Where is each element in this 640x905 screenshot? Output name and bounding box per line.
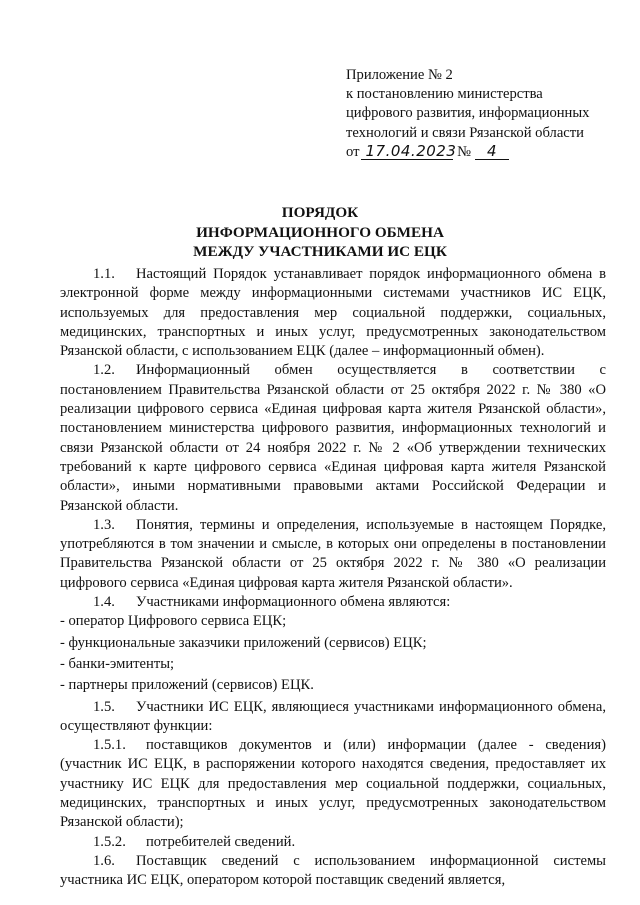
handwritten-date: 17.04.2023 [361, 143, 453, 160]
section-text: Понятия, термины и определения, используемые в настоящем Порядке, употребляются в том значении и смысле, в которых они определены в постановлении Правительства Рязанской области от 25 октября 2022 г. № 380 «О реализации цифрового сервиса «Единая цифровая карта жителя Рязанской области». [60, 516, 606, 591]
title-line: ПОРЯДОК [281, 204, 359, 221]
number-label: № [457, 143, 472, 160]
section-text: поставщиков документов и (или) информации (далее - сведения) (участник ИС ЕЦК, в распоряжении которого находятся сведения, предоставляет их участнику ИС ЕЦК для предоставления мер социальной поддержки, социальных, медицинских, транспортных и иных услуг, предусмотренных законодательством Рязанской области); [60, 737, 606, 831]
paragraph-1-3 [60, 516, 606, 593]
paragraph-1-5 [60, 698, 606, 737]
section-number: 1.4. [93, 594, 115, 611]
paragraph-1-5-2 [60, 833, 606, 852]
section-number: 1.5. [93, 698, 115, 715]
section-text: Участники ИС ЕЦК, являющиеся участниками информационного обмена, осуществляют функции: [60, 698, 606, 734]
section-number: 1.2. [93, 362, 115, 379]
paragraph-1-2 [60, 361, 606, 515]
section-text: Настоящий Порядок устанавливает порядок информационного обмена в электронной форме между информационными системами участников ИС ЕЦК, используемых для предоставления мер социальной поддержки, социальных, медицинских, транспортных и иных услуг, предусмотренных законодательством Рязанской области, с использованием ЕЦК (далее – информационный обмен). [60, 266, 606, 360]
document-body [60, 265, 606, 891]
document-title [0, 203, 640, 262]
list-item: - партнеры приложений (сервисов) ЕЦК. [60, 677, 314, 694]
section-number: 1.3. [93, 516, 115, 533]
handwritten-number: 4 [475, 143, 509, 160]
section-number: 1.5.1. [93, 737, 126, 754]
date-prefix: от [346, 143, 360, 160]
paragraph-1-5-1 [60, 736, 606, 832]
paragraph-1-4 [60, 593, 606, 612]
list-item: - функциональные заказчики приложений (сервисов) ЕЦК; [60, 634, 427, 651]
appendix-line: технологий и связи Рязанской области [346, 124, 584, 141]
paragraph-1-1 [60, 265, 606, 361]
section-number: 1.6. [93, 852, 115, 869]
list-item: - оператор Цифрового сервиса ЕЦК; [60, 613, 287, 630]
appendix-header [346, 66, 616, 162]
section-number: 1.1. [93, 266, 115, 282]
paragraph-1-6 [60, 852, 606, 891]
section-text: Информационный обмен осуществляется в соответствии с постановлением Правительства Рязанской области от 25 октября 2022 г. № 380 «О реализации цифрового сервиса «Единая цифровая карта жителя Рязанской области», постановлением министерства цифрового развития, информационных технологий и связи Рязанской области от 24 ноября 2022 г. № 2 «Об утверждении технических требований к карте цифрового сервиса «Единая цифровая карта жителя Рязанской области», иными нормативными правовыми актами Российской Федерации и Рязанской области. [60, 362, 606, 514]
appendix-line: цифрового развития, информационных [346, 105, 590, 122]
section-number: 1.5.2. [93, 833, 126, 850]
appendix-date-line [346, 143, 616, 162]
appendix-line: Приложение № 2 [346, 67, 453, 83]
title-line: МЕЖДУ УЧАСТНИКАМИ ИС ЕЦК [193, 243, 447, 260]
section-text: Участниками информационного обмена являются: [136, 594, 451, 611]
list-item: - банки-эмитенты; [60, 655, 175, 672]
title-line: ИНФОРМАЦИОННОГО ОБМЕНА [196, 223, 444, 241]
appendix-line: к постановлению министерства [346, 86, 543, 103]
section-text: потребителей сведений. [146, 833, 296, 850]
section-text: Поставщик сведений с использованием информационной системы участника ИС ЕЦК, оператором которой поставщик сведений является, [60, 852, 606, 889]
